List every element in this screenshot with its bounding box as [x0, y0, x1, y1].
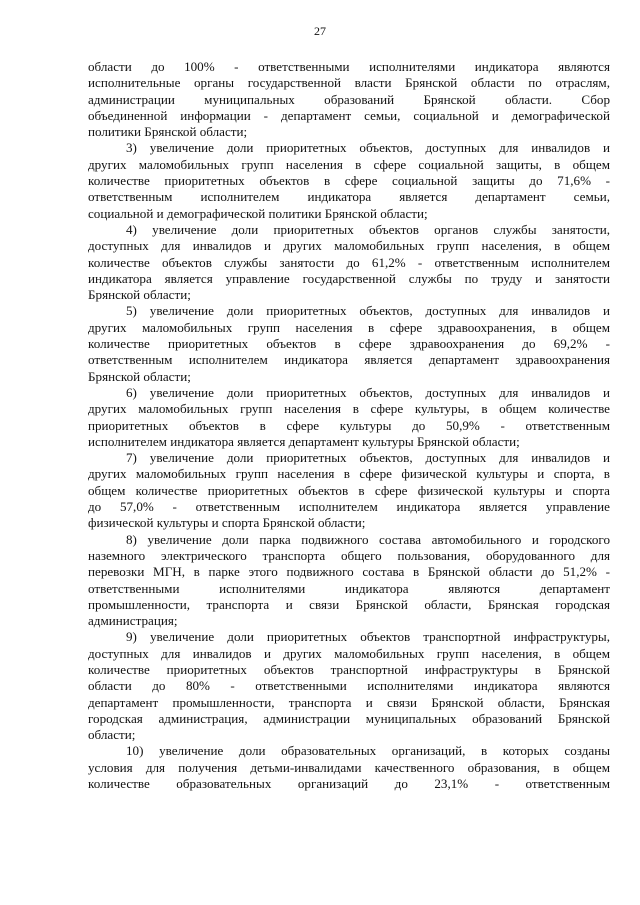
- paragraph: [88, 629, 610, 743]
- paragraph: [88, 140, 610, 221]
- text-line: 3) увеличение доли приоритетных объектов, доступных для инвалидов и: [126, 140, 610, 156]
- text-line: 4) увеличение доли приоритетных объектов органов службы занятости,: [126, 221, 610, 237]
- text-line: других маломобильных групп населения в сфере социальной защиты, в общем: [88, 156, 610, 172]
- text-line: доступных для инвалидов и других маломобильных групп населения, в общем: [88, 645, 610, 661]
- text-line: индикатора является управление государственной службы по труду и занятости: [88, 270, 610, 286]
- text-line: администрация;: [88, 613, 178, 629]
- text-line: приоритетных объектов в сфере культуры до 50,9% - ответственным: [88, 417, 610, 433]
- text-line: перевозки МГН, в парке этого подвижного состава в Брянской области до 51,2% -: [88, 564, 610, 580]
- text-line: социальной и демографической политики Брянской области;: [88, 205, 428, 221]
- text-line: городская администрация, администрации муниципальных образований Брянской: [88, 710, 610, 726]
- text-line: Брянской области;: [88, 287, 191, 303]
- text-line: департамент промышленности, транспорта и связи Брянской области, Брянская: [88, 694, 610, 710]
- text-line: 10) увеличение доли образовательных организаций, в которых созданы: [126, 743, 610, 759]
- text-line: количестве приоритетных объектов в сфере социальной защиты до 71,6% -: [88, 173, 610, 189]
- paragraph: [88, 450, 610, 531]
- text-line: ответственными исполнителями индикатора являются департамент: [88, 580, 610, 596]
- text-line: до 57,0% - ответственным исполнителем индикатора является управление: [88, 499, 610, 515]
- text-line: количестве приоритетных объектов в сфере здравоохранения до 69,2% -: [88, 336, 610, 352]
- document-body: [88, 59, 610, 792]
- text-line: 8) увеличение доли парка подвижного состава автомобильного и городского: [126, 531, 610, 547]
- paragraph: [88, 743, 610, 792]
- text-line: 5) увеличение доли приоритетных объектов, доступных для инвалидов и: [126, 303, 610, 319]
- text-line: наземного электрического транспорта общего пользования, оборудованного для: [88, 547, 610, 563]
- text-line: количестве объектов службы занятости до 61,2% - ответственным исполнителем: [88, 254, 610, 270]
- text-line: общем количестве приоритетных объектов в сфере физической культуры и спорта: [88, 482, 610, 498]
- paragraph: [88, 303, 610, 384]
- text-line: доступных для инвалидов и других маломобильных групп населения, в общем: [88, 238, 610, 254]
- text-line: условия для получения детьми-инвалидами качественного образования, в общем: [88, 759, 610, 775]
- text-line: количестве образовательных организаций до 23,1% - ответственным: [88, 776, 610, 792]
- text-line: физической культуры и спорта Брянской области;: [88, 515, 366, 531]
- text-line: других маломобильных групп населения в сфере культуры, в общем количестве: [88, 401, 610, 417]
- text-line: 7) увеличение доли приоритетных объектов, доступных для инвалидов и: [126, 450, 610, 466]
- paragraph: [88, 385, 610, 450]
- text-line: исполнительные органы государственной власти Брянской области по отраслям,: [88, 75, 610, 91]
- text-line: других маломобильных групп населения в сфере физической культуры и спорта, в: [88, 466, 610, 482]
- text-line: политики Брянской области;: [88, 124, 248, 140]
- text-line: области до 80% - ответственными исполнителями индикатора являются: [88, 678, 610, 694]
- text-line: промышленности, транспорта и связи Брянской области, Брянская городская: [88, 596, 610, 612]
- text-line: ответственным исполнителем индикатора является департамент здравоохранения: [88, 352, 610, 368]
- text-line: объединенной информации - департамент семьи, социальной и демографической: [88, 107, 610, 123]
- text-line: администрации муниципальных образований Брянской области. Сбор: [88, 91, 610, 107]
- text-line: ответственным исполнителем индикатора является департамент семьи,: [88, 189, 610, 205]
- page-number: 27: [314, 24, 326, 38]
- text-line: 9) увеличение доли приоритетных объектов транспортной инфраструктуры,: [126, 629, 610, 645]
- text-line: Брянской области;: [88, 368, 191, 384]
- text-line: других маломобильных групп населения в сфере здравоохранения, в общем: [88, 319, 610, 335]
- paragraph: [88, 59, 610, 140]
- paragraph: [88, 532, 610, 630]
- text-line: 6) увеличение доли приоритетных объектов, доступных для инвалидов и: [126, 384, 610, 400]
- text-line: количестве приоритетных объектов транспортной инфраструктуры в Брянской: [88, 661, 610, 677]
- text-line: исполнителем индикатора является департамент культуры Брянской области;: [88, 433, 520, 449]
- text-line: области;: [88, 727, 136, 743]
- paragraph: [88, 222, 610, 303]
- text-line: области до 100% - ответственными исполнителями индикатора являются: [88, 59, 610, 74]
